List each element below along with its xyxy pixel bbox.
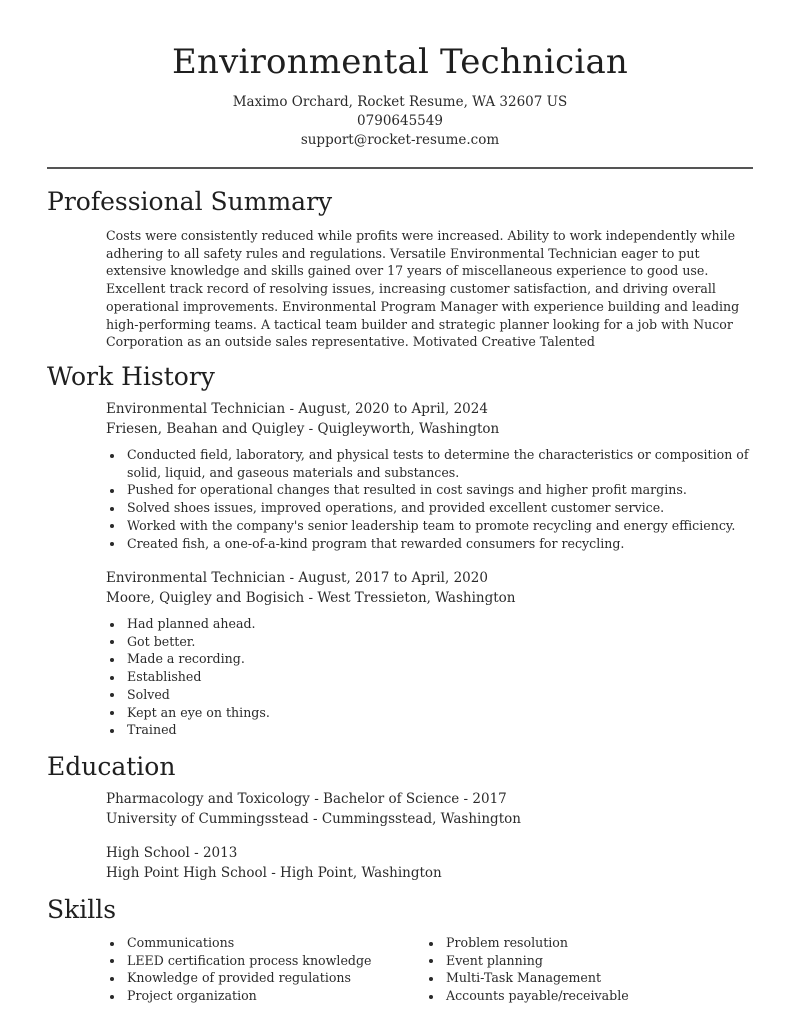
job-bullet: Trained: [106, 721, 752, 739]
job-bullet: Solved shoes issues, improved operations, and provided excellent customer service.: [106, 499, 752, 517]
job-bullet: Had planned ahead.: [106, 615, 752, 633]
job-title-line: Environmental Technician - August, 2017 to April, 2020: [106, 570, 488, 586]
skills-list-left: [106, 934, 406, 1005]
skill-item: Project organization: [106, 987, 406, 1005]
job-bullet: Solved: [106, 686, 752, 704]
education-degree-line: High School - 2013: [106, 845, 238, 861]
contact-phone: 0790645549: [357, 113, 443, 129]
skill-item: Communications: [106, 934, 406, 952]
education-entry: [106, 844, 752, 883]
education-entry: [106, 790, 752, 829]
education-degree-line: Pharmacology and Toxicology - Bachelor of Science - 2017: [106, 791, 507, 807]
skill-item: LEED certification process knowledge: [106, 952, 406, 970]
job-company-line: Friesen, Beahan and Quigley - Quigleyworth, Washington: [106, 420, 500, 437]
section-heading-work-history: Work History: [47, 362, 215, 391]
contact-block: [0, 93, 800, 150]
resume-title: Environmental Technician: [171, 42, 629, 82]
skill-item: Multi-Task Management: [425, 969, 725, 987]
header-divider: [47, 167, 753, 169]
job-bullet: Made a recording.: [106, 650, 752, 668]
job-company-line: Moore, Quigley and Bogisich - West Tressieton, Washington: [106, 589, 516, 606]
skills-list-right: [425, 934, 725, 1005]
job-bullet: Pushed for operational changes that resulted in cost savings and higher profit margins.: [106, 481, 752, 499]
skill-item: Event planning: [425, 952, 725, 970]
skill-item: Problem resolution: [425, 934, 725, 952]
job-bullet: Kept an eye on things.: [106, 704, 752, 722]
job-bullets: [106, 615, 752, 739]
education-school-line: University of Cummingsstead - Cummingsstead, Washington: [106, 810, 521, 827]
education-school-line: High Point High School - High Point, Washington: [106, 864, 442, 881]
job-entry: [106, 569, 752, 739]
job-bullets: [106, 446, 752, 552]
job-bullet: Conducted field, laboratory, and physical tests to determine the characteristics or composition of solid, liquid, and gaseous materials and substances.: [106, 446, 752, 481]
job-bullet: Established: [106, 668, 752, 686]
job-bullet: Got better.: [106, 633, 752, 651]
job-title-line: Environmental Technician - August, 2020 to April, 2024: [106, 401, 488, 417]
skill-item: Accounts payable/receivable: [425, 987, 725, 1005]
section-heading-skills: Skills: [47, 895, 117, 924]
contact-address: Maximo Orchard, Rocket Resume, WA 32607 US: [232, 94, 568, 110]
job-bullet: Created fish, a one-of-a-kind program that rewarded consumers for recycling.: [106, 535, 752, 553]
summary-text: Costs were consistently reduced while profits were increased. Ability to work independently while adhering to all safety rules and regulations. Versatile Environmental Technician eager to put extensive knowledge and skills gained over 17 years of miscellaneous experience to good use. Excellent track record of resolving issues, increasing customer satisfaction, and driving overall operational improvements. Environmental Program Manager with experience building and leading high-performing teams. A tactical team builder and strategic planner looking for a job with Nucor Corporation as an outside sales representative. Motivated Creative Talented: [106, 228, 740, 350]
job-entry: [106, 400, 752, 552]
section-heading-summary: Professional Summary: [47, 187, 333, 216]
section-heading-education: Education: [47, 752, 176, 781]
job-bullet: Worked with the company's senior leadership team to promote recycling and energy efficiency.: [106, 517, 752, 535]
contact-email: support@rocket-resume.com: [300, 132, 500, 148]
skill-item: Knowledge of provided regulations: [106, 969, 406, 987]
